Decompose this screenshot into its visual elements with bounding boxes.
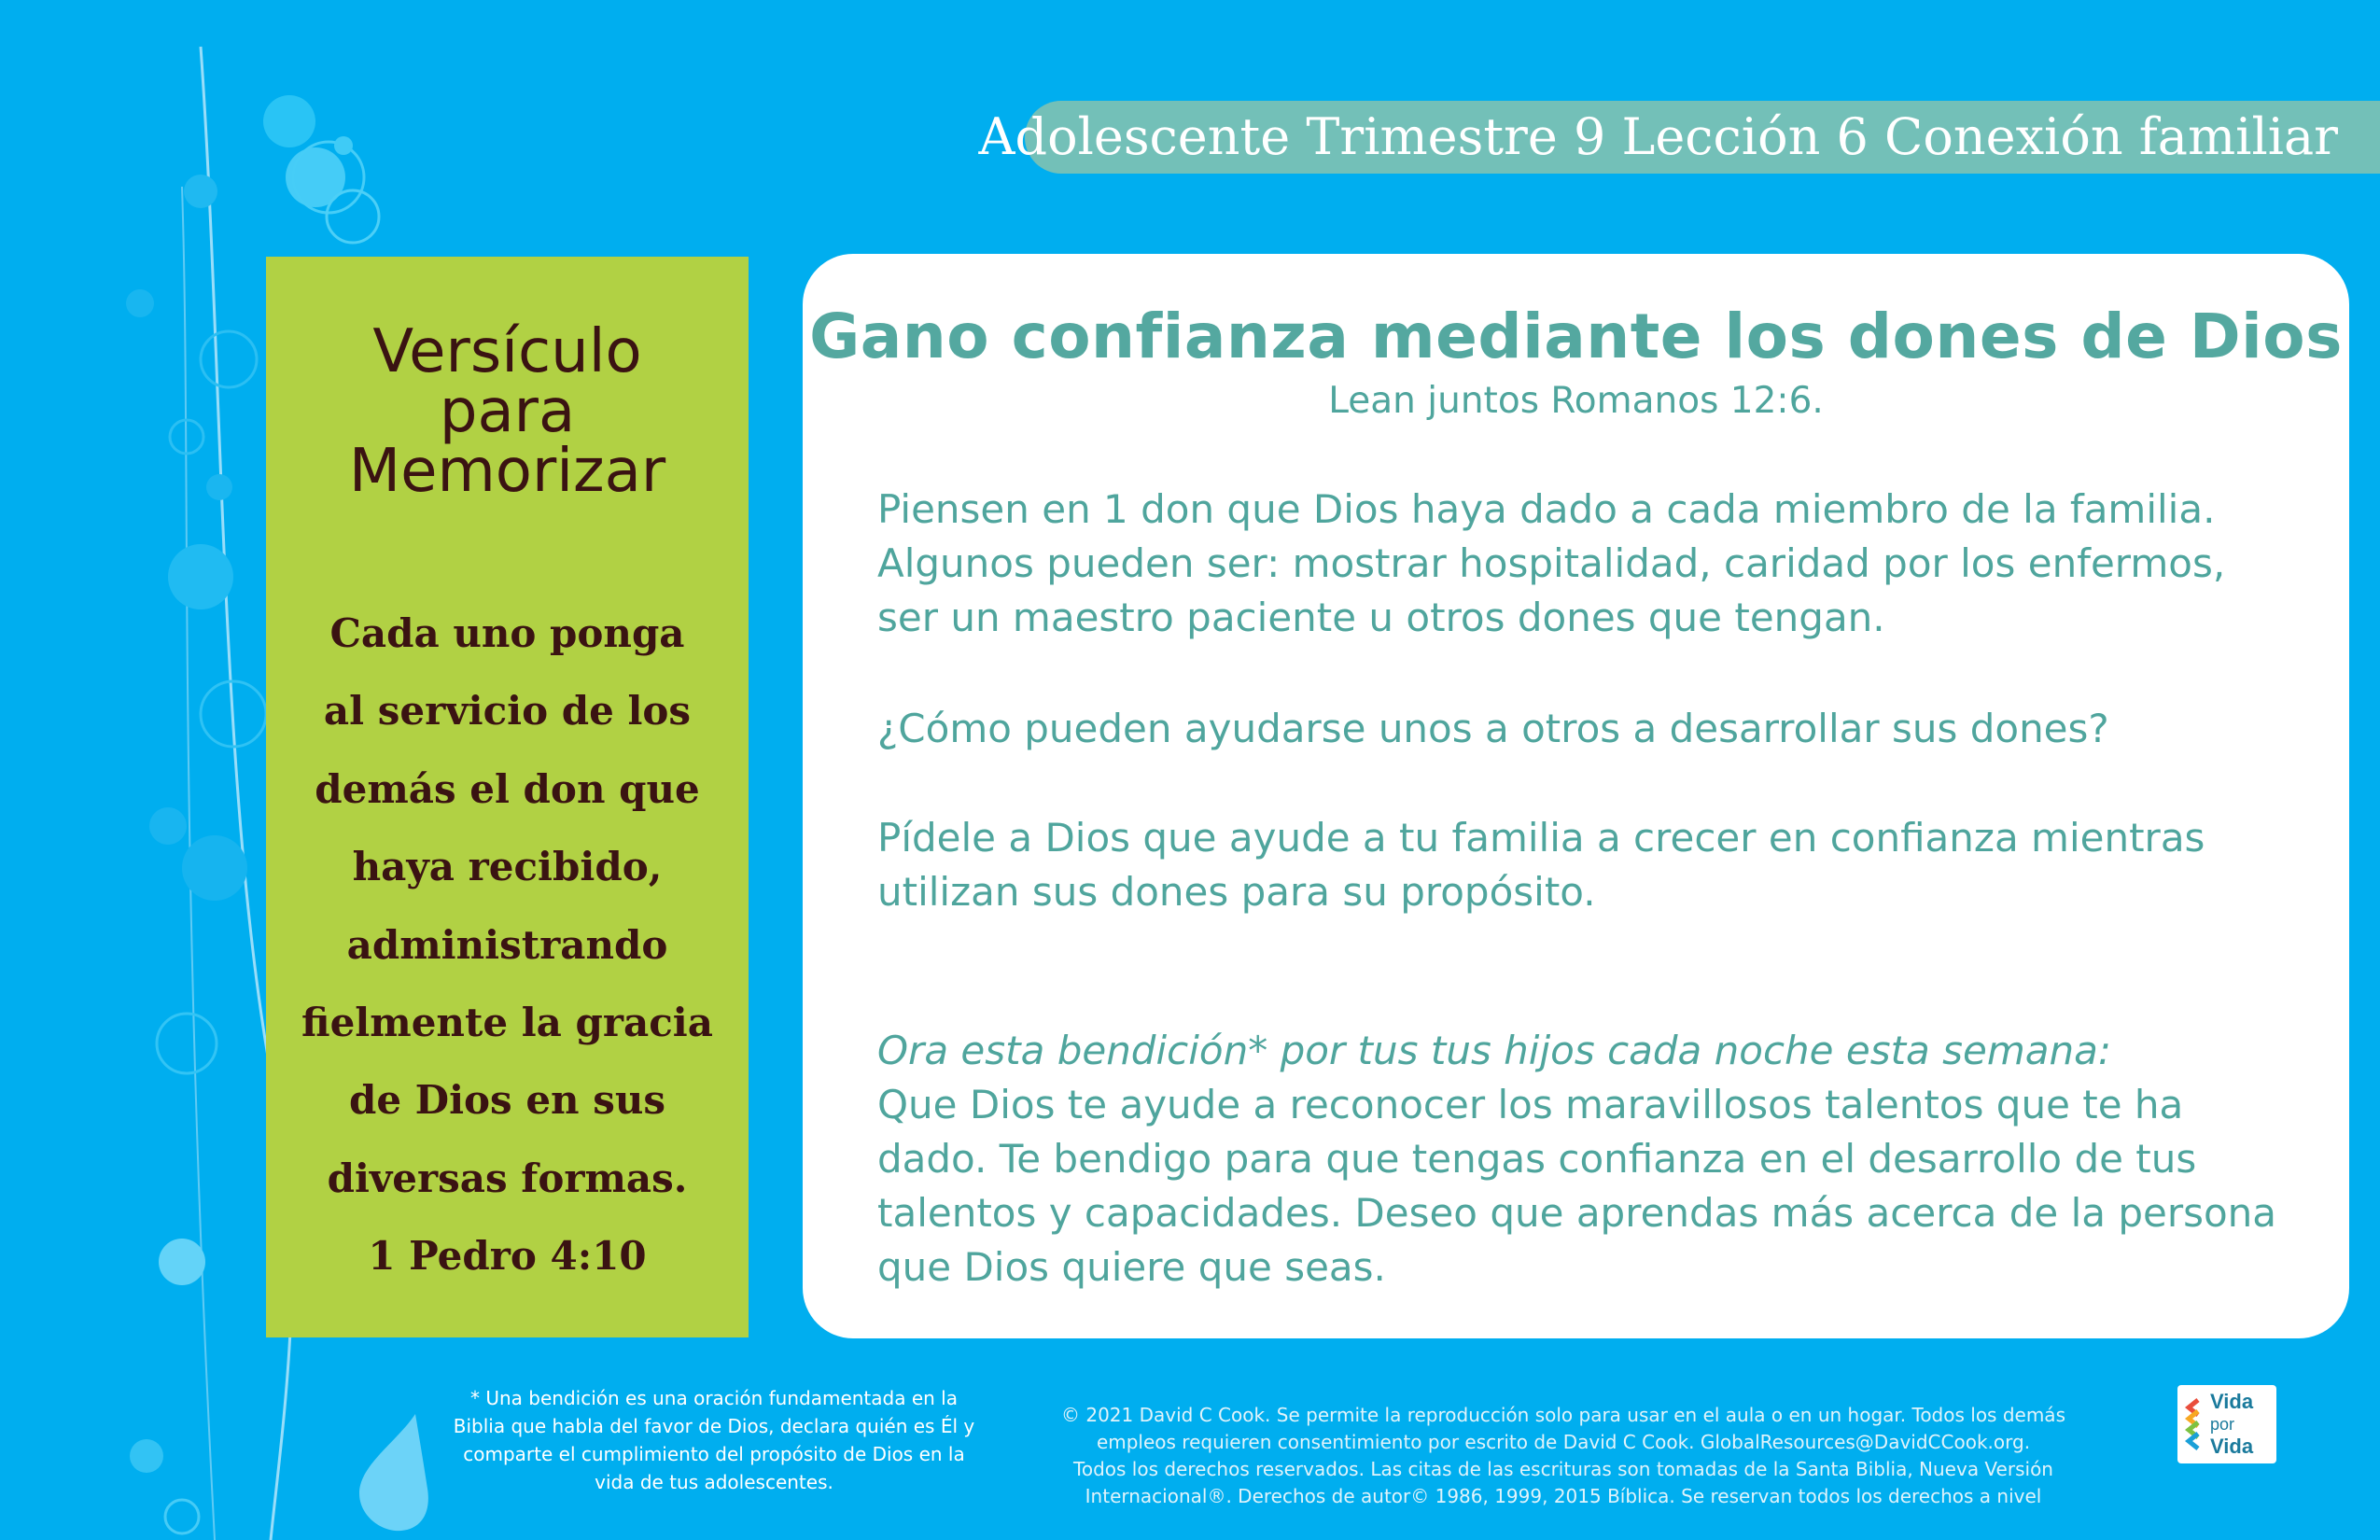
- prayer-paragraph: [877, 811, 2296, 919]
- logo-word: por: [2210, 1415, 2235, 1434]
- verse-reference: 1 Pedro 4:10: [368, 1233, 647, 1280]
- blessing-paragraph: [877, 1024, 2296, 1295]
- verse-line: Cada uno ponga: [329, 610, 685, 656]
- copyright-line: Todos los derechos reservados. Las citas de las escrituras son tomadas de la Santa Biblia, Nueva Versión: [1073, 1458, 2053, 1480]
- logo-word: Vida: [2210, 1435, 2254, 1458]
- lesson-header-title: Adolescente Trimestre 9 Lección 6 Conexión familiar: [978, 107, 2338, 166]
- verse-line: administrando: [346, 921, 668, 968]
- discussion-question: [877, 702, 2296, 756]
- footnote-line: Biblia que habla del favor de Dios, declara quién es Él y: [453, 1415, 975, 1437]
- paragraph-line: Pídele a Dios que ayude a tu familia a crecer en confianza mientras: [877, 815, 2205, 861]
- memory-verse-title-line: para: [439, 377, 576, 446]
- footnote-line: vida de tus adolescentes.: [595, 1471, 833, 1493]
- blessing-heading: Ora esta bendición* por tus tus hijos cada noche esta semana:: [877, 1028, 2112, 1073]
- verse-line: al servicio de los: [323, 688, 692, 735]
- paragraph-line: Que Dios te ayude a reconocer los maravillosos talentos que te ha: [877, 1082, 2184, 1127]
- verse-line: fielmente la gracia: [301, 999, 713, 1045]
- copyright-notice: [1036, 1402, 2091, 1510]
- logo-chevrons-icon: [2183, 1398, 2207, 1452]
- paragraph-line: Piensen en 1 don que Dios haya dado a cada miembro de la familia.: [877, 486, 2216, 532]
- copyright-line: © 2021 David C Cook. Se permite la reproducción solo para usar en el aula o en un hogar. Todos los demás: [1061, 1404, 2065, 1426]
- memory-verse-title-line: Versículo: [372, 317, 642, 386]
- verse-line: haya recibido,: [352, 844, 663, 890]
- paragraph-line: Algunos pueden ser: mostrar hospitalidad, caridad por los enfermos,: [877, 540, 2226, 586]
- paragraph-line: que Dios quiere que seas.: [877, 1244, 1386, 1290]
- paragraph-line: ¿Cómo pueden ayudarse unos a otros a desarrollar sus dones?: [877, 706, 2109, 751]
- copyright-line: Internacional®. Derechos de autor© 1986, 1999, 2015 Bíblica. Se reservan todos los derechos a nivel: [1085, 1485, 2042, 1507]
- memory-verse-text: [266, 595, 749, 1295]
- card-title: Gano confianza mediante los dones de Dios: [809, 301, 2343, 372]
- blessing-footnote: [439, 1384, 989, 1496]
- paragraph-line: ser un maestro paciente u otros dones que tengan.: [877, 595, 1885, 640]
- paragraph-line: dado. Te bendigo para que tengas confianza en el desarrollo de tus: [877, 1136, 2197, 1182]
- paragraph-line: utilizan sus dones para su propósito.: [877, 869, 1596, 915]
- footnote-line: * Una bendición es una oración fundamentada en la: [470, 1387, 958, 1409]
- vida-por-vida-logo: [2177, 1385, 2276, 1463]
- footnote-line: comparte el cumplimiento del propósito de Dios en la: [463, 1443, 965, 1465]
- card-subtitle: Lean juntos Romanos 12:6.: [1328, 380, 1824, 422]
- verse-line: diversas formas.: [327, 1155, 688, 1201]
- memory-verse-box: [266, 257, 749, 1337]
- copyright-line: empleos requieren consentimiento por escrito de David C Cook. GlobalResources@DavidCCook.org.: [1096, 1431, 2031, 1453]
- logo-word: Vida: [2210, 1390, 2254, 1413]
- memory-verse-title-line: Memorizar: [348, 437, 666, 506]
- logo-text: [2210, 1391, 2253, 1458]
- verse-line: de Dios en sus: [348, 1077, 666, 1124]
- paragraph-line: talentos y capacidades. Deseo que aprendas más acerca de la persona: [877, 1190, 2277, 1236]
- memory-verse-title: [266, 317, 749, 506]
- family-connection-card: [803, 254, 2349, 1338]
- verse-line: demás el don que: [315, 765, 700, 812]
- discussion-paragraph: [877, 483, 2296, 645]
